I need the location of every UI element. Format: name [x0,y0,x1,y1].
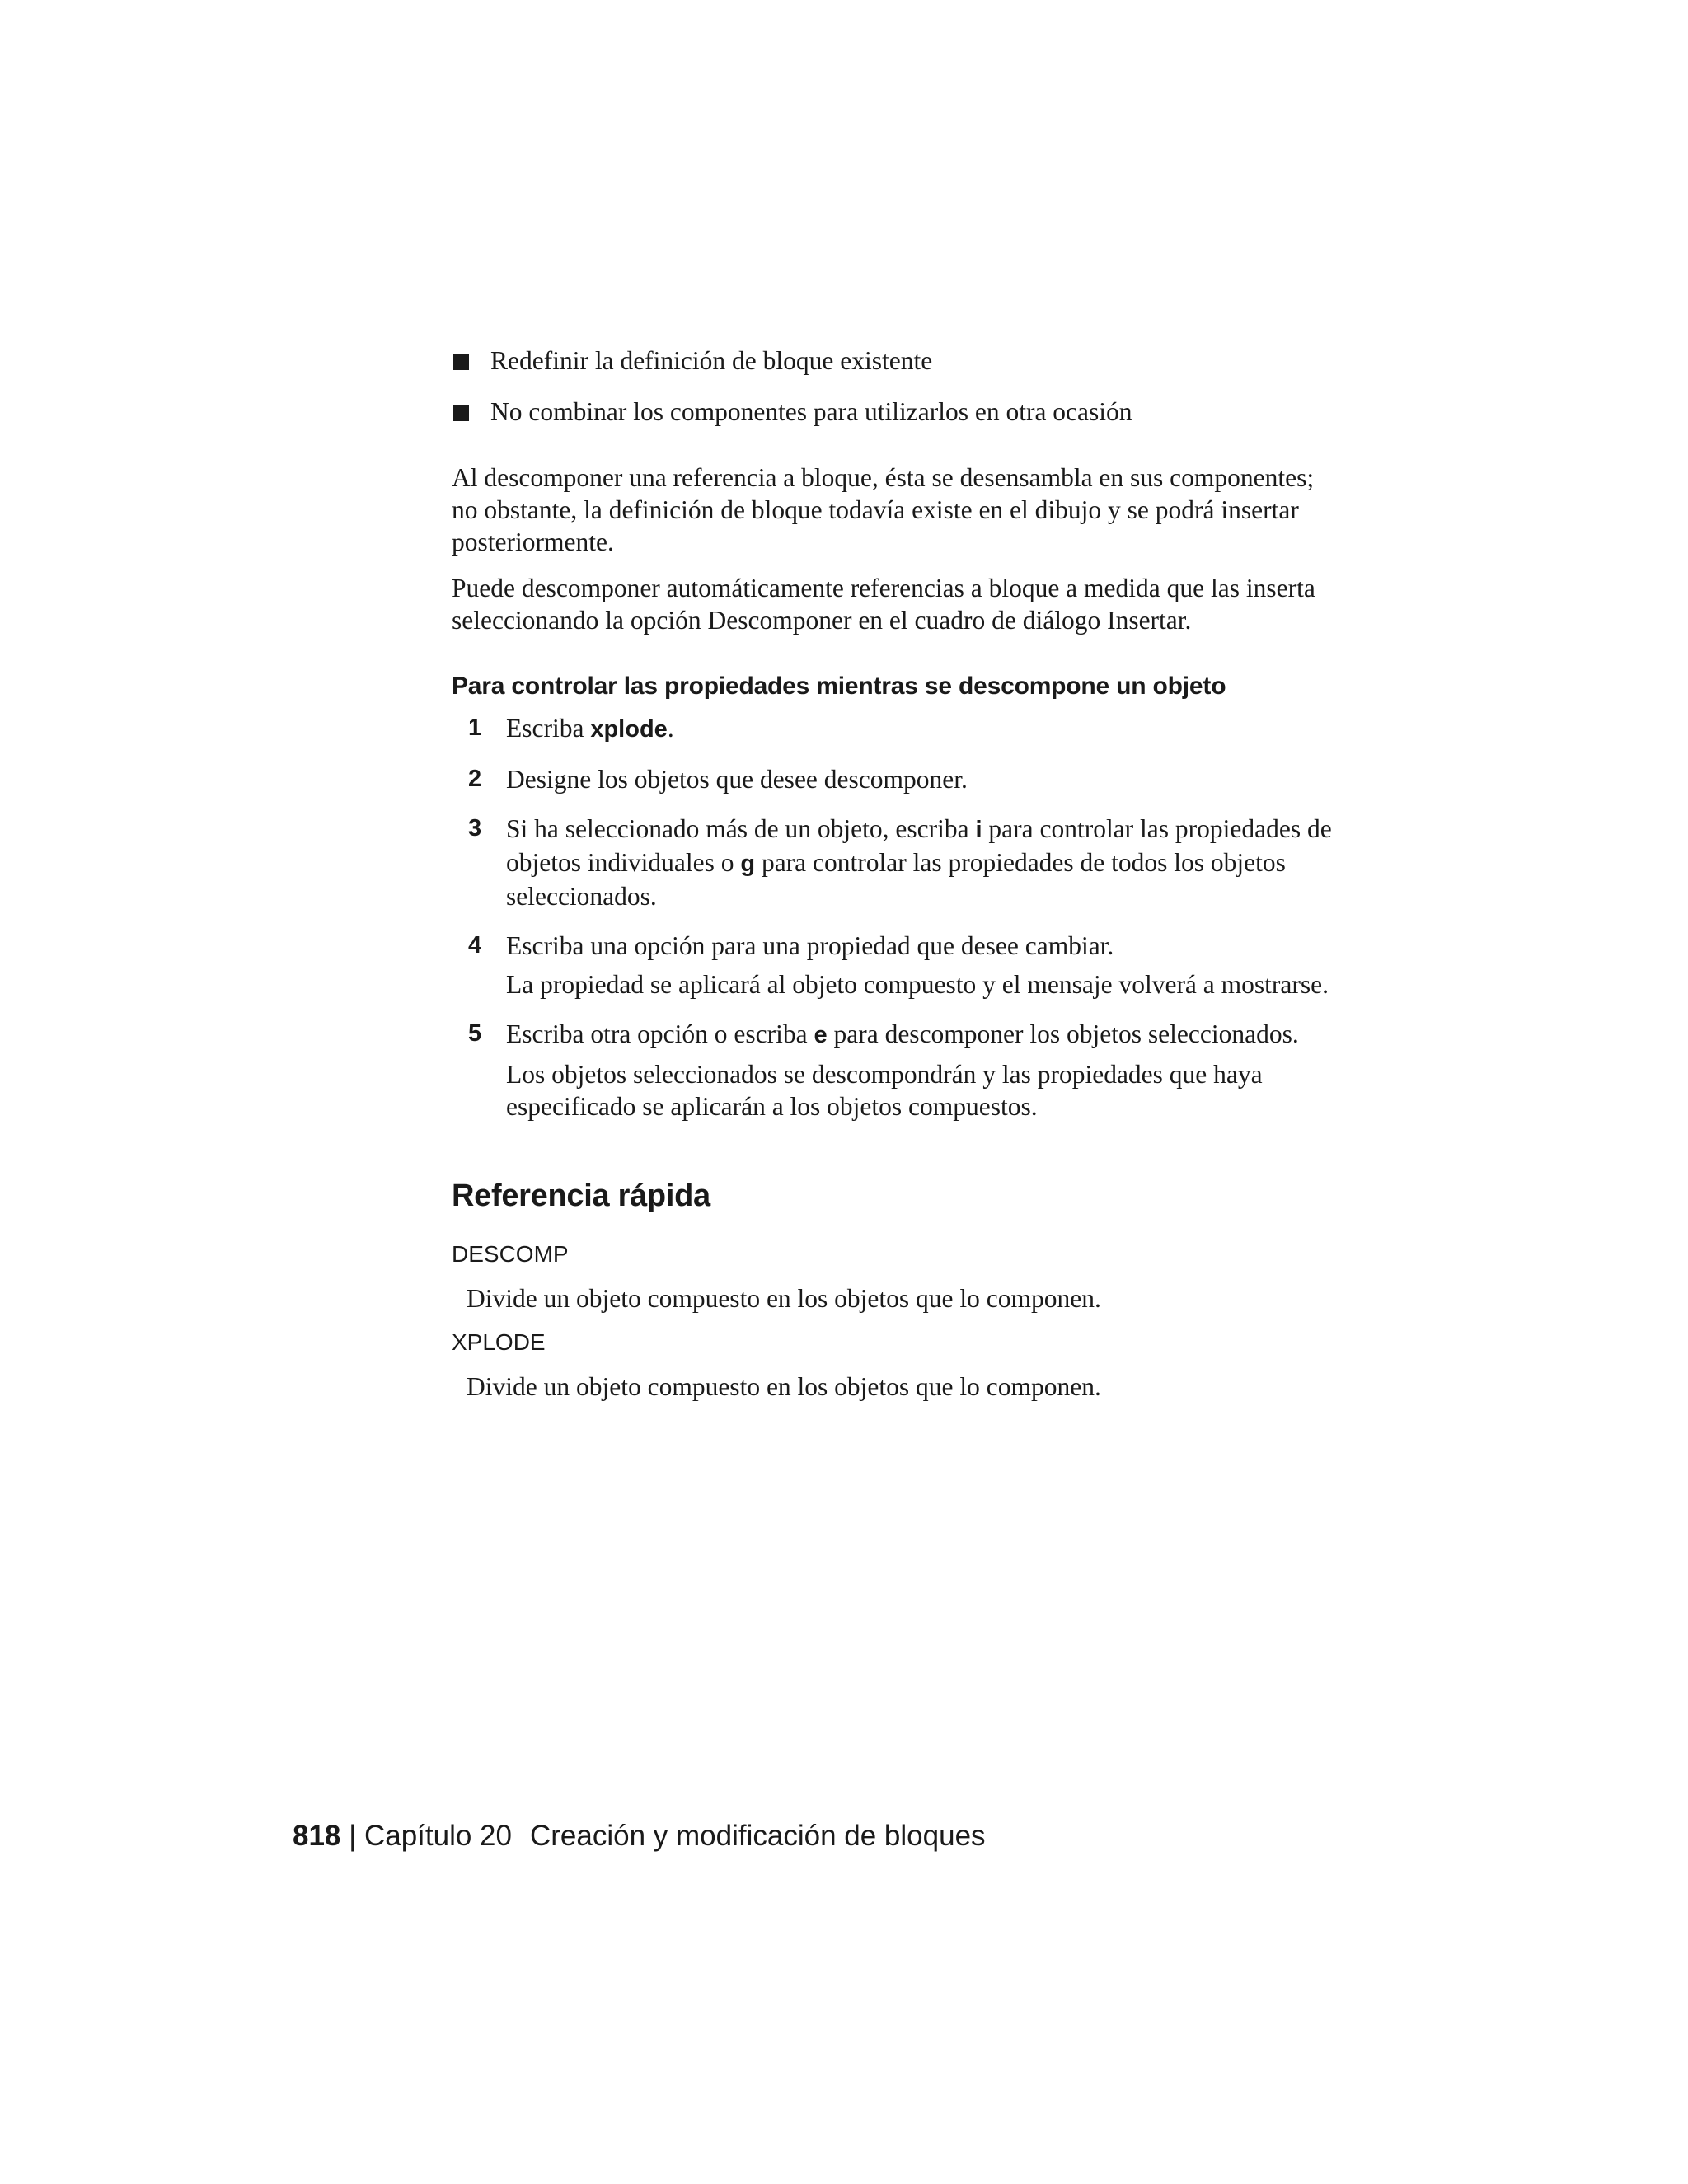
command-description: Divide un objeto compuesto en los objetos que lo componen. [467,1284,1101,1313]
bullet-item [452,344,1342,377]
bullet-list [452,344,1342,428]
chapter-title: Creación y modificación de bloques [530,1820,986,1852]
procedure-steps [452,712,1342,1122]
command-name: DESCOMP [452,1241,569,1267]
page-number: 818 [293,1820,341,1852]
chapter-label: Capítulo 20 [363,1820,512,1852]
command-keyword: xplode [590,716,668,743]
command-name: XPLODE [452,1329,546,1355]
step-result: Los objetos seleccionados se descompondrán y las propiedades que haya especificado se aplicarán a los objetos compuestos. [506,1060,1263,1121]
step-text: para descomponer los objetos seleccionados. [827,1019,1299,1048]
step-text: Designe los objetos que desee descomponer. [506,765,968,794]
step-item [452,712,1342,746]
step-text: . [667,714,674,743]
step-number: 5 [468,1020,482,1047]
step-text: para controlar las propiedades de todos los objetos seleccionados. [506,848,1286,911]
bullet-text: No combinar los componentes para utilizarlos en otra ocasión [490,397,1132,426]
step-text: Escriba otra opción o escriba [506,1019,814,1048]
procedure-heading: Para controlar las propiedades mientras se descompone un objeto [452,673,1226,700]
bullet-text: Redefinir la definición de bloque existente [490,346,933,375]
command-description: Divide un objeto compuesto en los objetos que lo componen. [467,1372,1101,1401]
step-text: Si ha seleccionado más de un objeto, escriba [506,814,976,843]
body-paragraph: Puede descomponer automáticamente referencias a bloque a medida que las inserta seleccionando la opción Descomponer en el cuadro de diálogo Insertar. [452,574,1315,635]
step-number: 3 [468,815,482,841]
option-keyword: e [814,1022,828,1048]
step-text: Escriba [506,714,591,743]
square-bullet-icon [453,354,469,370]
step-number: 1 [468,715,482,741]
body-paragraph: Al descomponer una referencia a bloque, ésta se desensambla en sus componentes; no obstante, la definición de bloque todavía existe en el dibujo y se podrá insertar posteriormente. [452,463,1315,556]
page-footer [293,1819,986,1854]
step-item [452,1018,1342,1122]
option-keyword: i [975,817,982,843]
step-result: La propiedad se aplicará al objeto compuesto y el mensaje volverá a mostrarse. [506,970,1329,999]
footer-separator: | [349,1820,357,1852]
step-text: Escriba una opción para una propiedad que desee cambiar. [506,931,1114,960]
step-item [452,813,1342,912]
step-item [452,930,1342,1001]
bullet-item [452,396,1342,428]
step-number: 2 [468,766,482,792]
step-text: para controlar las propiedades de objetos individuales o [506,814,1332,877]
step-item [452,763,1342,795]
page-content [452,344,1342,1416]
quick-reference-heading: Referencia rápida [452,1179,710,1213]
step-number: 4 [468,932,482,958]
option-keyword: g [740,851,756,877]
square-bullet-icon [453,405,469,421]
